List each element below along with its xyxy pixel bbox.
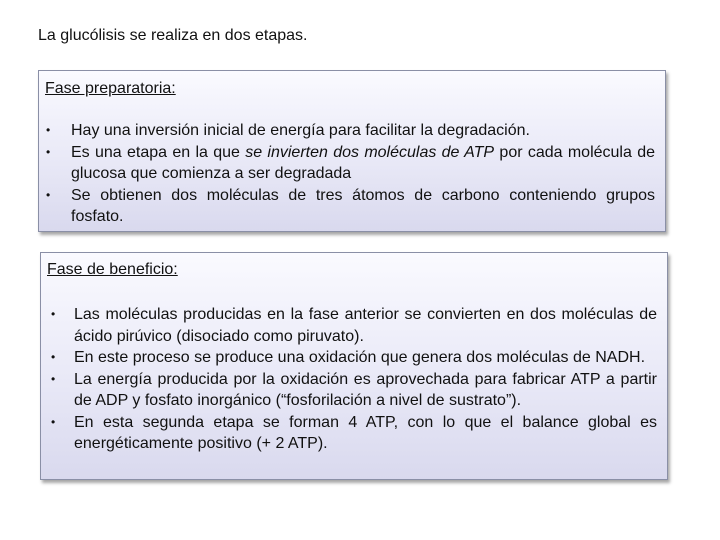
- phase-preparatory-list: [39, 120, 665, 228]
- list-item-text: La energía producida por la oxidación es aprovechada para fabricar ATP a partir de ADP y fosfato inorgánico (“fosforilación a nivel de sustrato”).: [74, 370, 657, 409]
- list-item-text: Las moléculas producidas en la fase anterior se convierten en dos moléculas de ácido pirúvico (disociado como piruvato).: [74, 306, 657, 345]
- list-item-text: En este proceso se produce una oxidación que genera dos moléculas de NADH.: [74, 349, 646, 366]
- bullet-icon: •: [51, 371, 56, 386]
- list-item-text: En esta segunda etapa se forman 4 ATP, con lo que el balance global es energéticamente positivo (+ 2 ATP).: [74, 413, 657, 452]
- bullet-icon: •: [46, 144, 51, 159]
- list-item-text-before: Es una etapa en la que: [71, 143, 246, 161]
- bullet-icon: •: [51, 350, 56, 364]
- list-item: [39, 120, 665, 142]
- phase-benefit-box: [40, 252, 668, 480]
- bullet-icon: •: [51, 414, 56, 429]
- bullet-icon: •: [46, 123, 51, 137]
- list-item-text: Se obtienen dos moléculas de tres átomos de carbono conteniendo grupos fosfato.: [71, 186, 655, 225]
- intro-text: La glucólisis se realiza en dos etapas.: [38, 27, 308, 44]
- phase-preparatory-title: Fase preparatoria:: [45, 80, 176, 97]
- bullet-icon: •: [51, 307, 56, 321]
- phase-benefit-title: Fase de beneficio:: [47, 261, 178, 278]
- list-item: [41, 304, 667, 347]
- list-item: [39, 185, 665, 228]
- list-item-text-after: por cada molécula de glucosa que comienza a ser degradada: [71, 143, 655, 182]
- phase-preparatory-box: [38, 70, 666, 232]
- list-item-emphasis: se invierten dos moléculas de ATP: [245, 143, 495, 161]
- list-item: [39, 142, 665, 185]
- bullet-icon: •: [46, 187, 51, 202]
- list-item: [41, 369, 667, 412]
- list-item: [41, 412, 667, 455]
- phase-benefit-list: [41, 304, 667, 455]
- list-item: [41, 347, 667, 369]
- list-item-text: Hay una inversión inicial de energía para facilitar la degradación.: [71, 122, 530, 139]
